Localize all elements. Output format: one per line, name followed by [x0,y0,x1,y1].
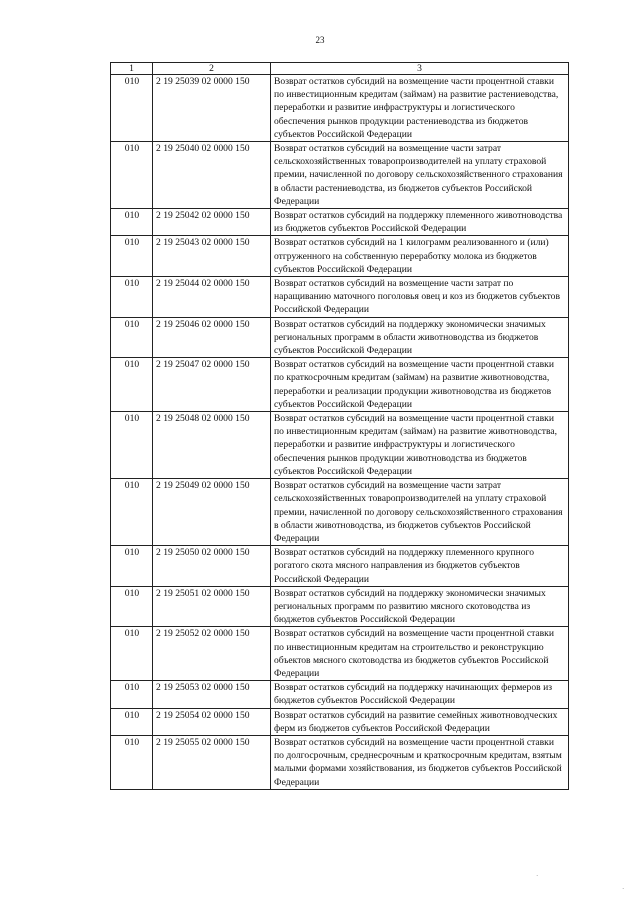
income-name-cell: Возврат остатков субсидий на возмещение части процентной ставки по инвестиционным кредитам (займам) на развитие животноводства, переработки и развитие инфраструктуры и логистического обеспечения рынков продукции животноводства из бюджетов субъектов Российской Федерации [271,412,569,479]
table-row [111,708,569,735]
budget-code-cell: 2 19 25050 02 0000 150 [153,546,271,587]
admin-code-cell: 010 [111,317,153,358]
admin-code-cell: 010 [111,358,153,412]
table-row [111,209,569,236]
budget-code-cell: 2 19 25039 02 0000 150 [153,75,271,142]
income-name-cell: Возврат остатков субсидий на 1 килограмм реализованного и (или) отгруженного на собственную переработку молока из бюджетов субъектов Российской Федерации [271,236,569,277]
admin-code-cell: 010 [111,209,153,236]
income-name-cell: Возврат остатков субсидий на поддержку племенного животноводства из бюджетов субъектов Российской Федерации [271,209,569,236]
budget-code-cell: 2 19 25040 02 0000 150 [153,142,271,209]
table-row [111,142,569,209]
budget-code-cell: 2 19 25043 02 0000 150 [153,236,271,277]
admin-code-cell: 010 [111,708,153,735]
budget-code-cell: 2 19 25052 02 0000 150 [153,627,271,681]
admin-code-cell: 010 [111,586,153,627]
admin-code-cell: 010 [111,277,153,318]
admin-code-cell: 010 [111,75,153,142]
header-col-2: 2 [153,63,271,75]
income-name-cell: Возврат остатков субсидий на развитие семейных животноводческих ферм из бюджетов субъектов Российской Федерации [271,708,569,735]
budget-code-cell: 2 19 25044 02 0000 150 [153,277,271,318]
budget-codes-table [110,62,569,790]
admin-code-cell: 010 [111,142,153,209]
admin-code-cell: 010 [111,479,153,546]
income-name-cell: Возврат остатков субсидий на поддержку начинающих фермеров из бюджетов субъектов Российской Федерации [271,681,569,708]
table-row [111,681,569,708]
income-name-cell: Возврат остатков субсидий на возмещение части процентной ставки по краткосрочным кредитам (займам) на развитие животноводства, переработки и реализации продукции животноводства из бюджетов субъектов Российской Федерации [271,358,569,412]
income-name-cell: Возврат остатков субсидий на возмещение части затрат сельскохозяйственных товаропроизводителей на уплату страховой премии, начисленной по договору сельскохозяйственного страхования в области животноводства, из бюджетов субъектов Российской Федерации [271,479,569,546]
header-row [111,63,569,75]
admin-code-cell: 010 [111,546,153,587]
table-row [111,358,569,412]
income-name-cell: Возврат остатков субсидий на поддержку племенного крупного рогатого скота мясного направления из бюджетов субъектов Российской Федерации [271,546,569,587]
budget-code-cell: 2 19 25055 02 0000 150 [153,735,271,789]
income-name-cell: Возврат остатков субсидий на возмещение части процентной ставки по инвестиционным кредитам (займам) на развитие растениеводства, переработки и развитие инфраструктуры и логистического обеспечения рынков продукции растениеводства из бюджетов субъектов Российской Федерации [271,75,569,142]
income-name-cell: Возврат остатков субсидий на возмещение части затрат сельскохозяйственных товаропроизводителей на уплату страховой премии, начисленной по договору сельскохозяйственного страхования в области растениеводства, из бюджетов субъектов Российской Федерации [271,142,569,209]
income-name-cell: Возврат остатков субсидий на поддержку экономически значимых региональных программ по развитию мясного скотоводства из бюджетов субъектов Российской Федерации [271,586,569,627]
budget-code-cell: 2 19 25049 02 0000 150 [153,479,271,546]
income-name-cell: Возврат остатков субсидий на возмещение части процентной ставки по инвестиционным кредитам на строительство и реконструкцию объектов мясного скотоводства из бюджетов субъектов Российской Федерации [271,627,569,681]
budget-code-cell: 2 19 25048 02 0000 150 [153,412,271,479]
table-row [111,236,569,277]
budget-code-cell: 2 19 25046 02 0000 150 [153,317,271,358]
table-row [111,735,569,789]
income-name-cell: Возврат остатков субсидий на возмещение части процентной ставки по долгосрочным, среднесрочным и краткосрочным кредитам, взятым малыми формами хозяйствования, из бюджетов субъектов Российской Федерации [271,735,569,789]
table-row [111,75,569,142]
budget-code-cell: 2 19 25047 02 0000 150 [153,358,271,412]
table-row [111,317,569,358]
admin-code-cell: 010 [111,236,153,277]
budget-code-cell: 2 19 25051 02 0000 150 [153,586,271,627]
admin-code-cell: 010 [111,627,153,681]
budget-code-cell: 2 19 25053 02 0000 150 [153,681,271,708]
budget-code-cell: 2 19 25042 02 0000 150 [153,209,271,236]
header-col-3: 3 [271,63,569,75]
table-row [111,627,569,681]
table-row [111,546,569,587]
table-row [111,412,569,479]
budget-code-cell: 2 19 25054 02 0000 150 [153,708,271,735]
table-body [111,75,569,790]
admin-code-cell: 010 [111,735,153,789]
table-row [111,586,569,627]
admin-code-cell: 010 [111,412,153,479]
table-row [111,479,569,546]
table-header [111,63,569,75]
scan-mark: · [536,872,539,880]
page-number: 23 [315,35,325,45]
header-col-1: 1 [111,63,153,75]
admin-code-cell: 010 [111,681,153,708]
income-name-cell: Возврат остатков субсидий на поддержку экономически значимых региональных программ в области животноводства из бюджетов субъектов Российской Федерации [271,317,569,358]
table-row [111,277,569,318]
scan-mark: · [622,885,625,893]
income-name-cell: Возврат остатков субсидий на возмещение части затрат по наращиванию маточного поголовья овец и коз из бюджетов субъектов Российской Федерации [271,277,569,318]
